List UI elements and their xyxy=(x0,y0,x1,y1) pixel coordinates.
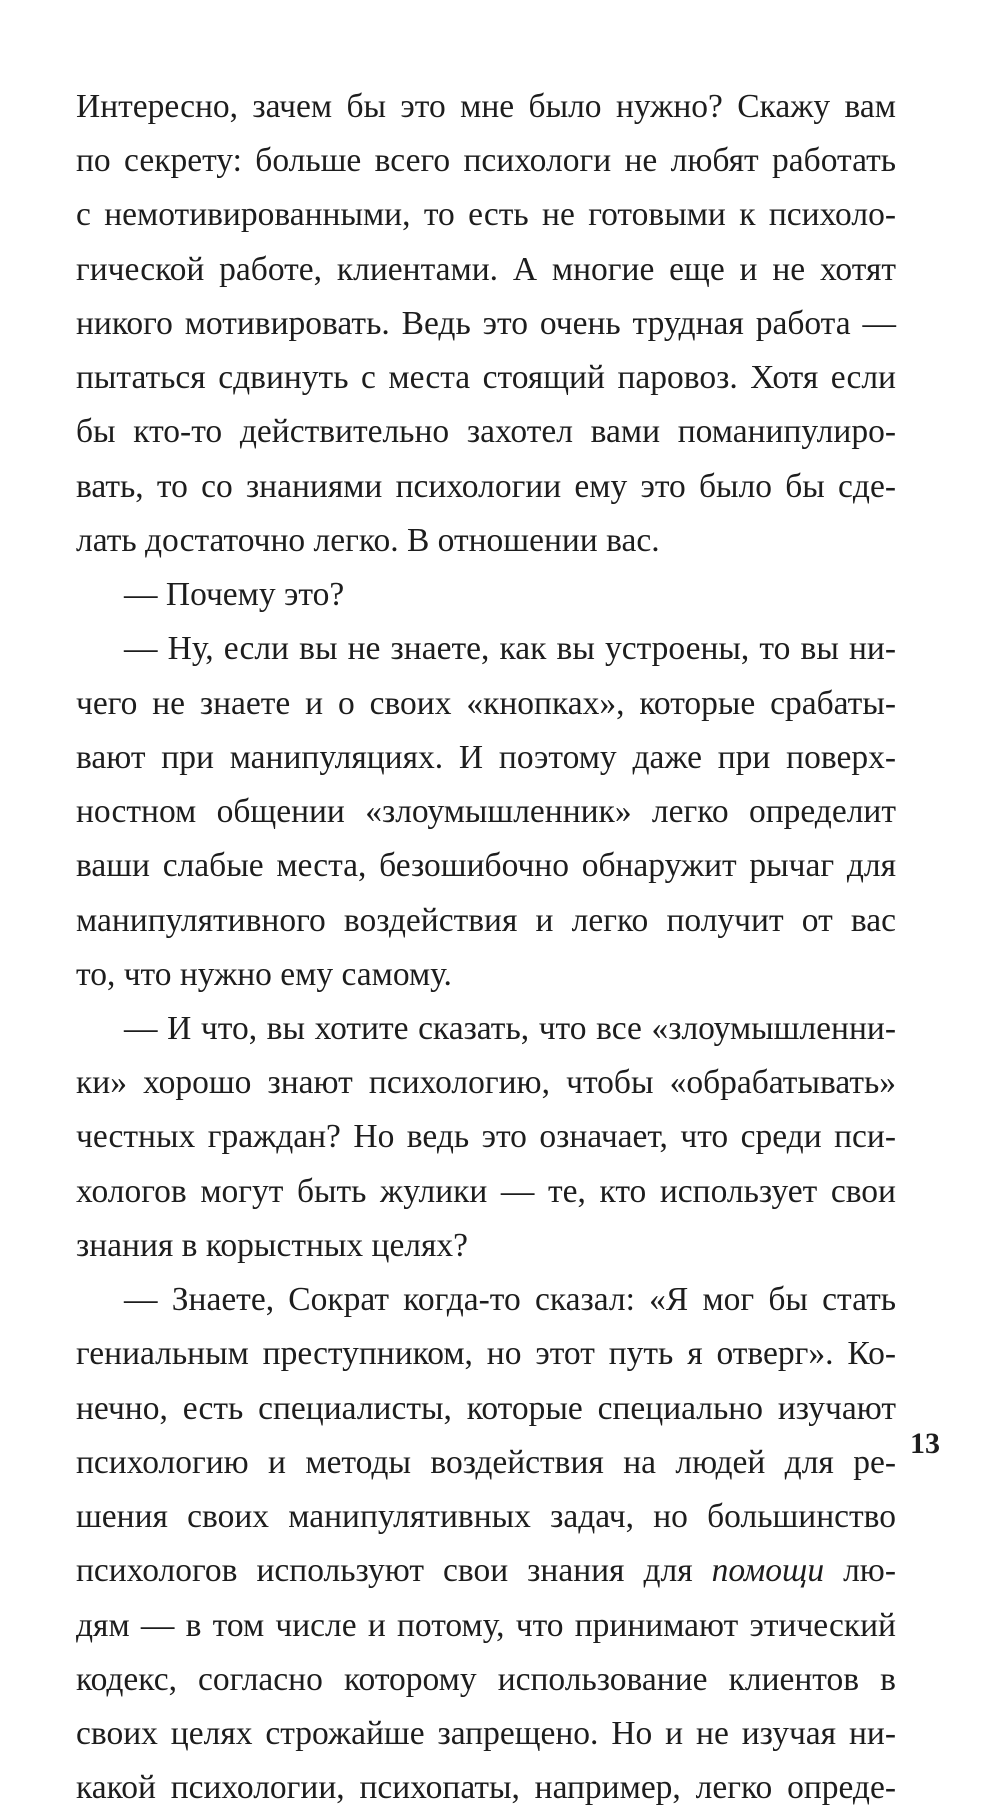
text-line xyxy=(76,839,896,893)
line-text: — Ну, если вы не знаете, как вы устроены, то вы ни- xyxy=(124,630,896,668)
line-text: кодекс, согласно которому использование клиентов в xyxy=(76,1660,896,1698)
text-line xyxy=(76,622,896,676)
text-line xyxy=(76,134,896,188)
text-line xyxy=(76,297,896,351)
text-line xyxy=(76,405,896,459)
line-text: — Знаете, Сократ когда-то сказал: «Я мог бы стать xyxy=(124,1281,896,1319)
emphasis-text: помощи xyxy=(711,1552,825,1590)
text-line xyxy=(76,1110,896,1164)
line-text: вают при манипуляциях. И поэтому даже при поверх- xyxy=(76,738,896,776)
text-line xyxy=(76,1327,896,1381)
line-text: манипулятивного воздействия и легко получит от вас xyxy=(76,901,896,939)
text-line xyxy=(76,514,896,568)
text-line xyxy=(76,894,896,948)
text-line xyxy=(76,1273,896,1327)
text-line xyxy=(76,677,896,731)
text-line xyxy=(76,351,896,405)
text-line xyxy=(76,568,896,622)
line-text: психологов используют свои знания для xyxy=(76,1552,712,1590)
line-text: знания в корыстных целях? xyxy=(76,1226,469,1264)
line-text: честных граждан? Но ведь это означает, что среди пси- xyxy=(76,1118,896,1156)
text-line xyxy=(76,948,896,1002)
line-text: гениальным преступником, но этот путь я отверг». Ко- xyxy=(76,1335,896,1373)
text-line xyxy=(76,731,896,785)
text-line xyxy=(76,1165,896,1219)
line-text: с немотивированными, то есть не готовыми к психоло- xyxy=(76,196,896,234)
line-text: пытаться сдвинуть с места стоящий паровоз. Хотя если xyxy=(76,359,896,397)
line-text: — Почему это? xyxy=(124,576,345,614)
text-line xyxy=(76,1490,896,1544)
text-line xyxy=(76,785,896,839)
line-text: гической работе, клиентами. А многие еще и не хотят xyxy=(76,250,896,288)
text-line xyxy=(76,1599,896,1653)
page-number: 13 xyxy=(910,1427,940,1460)
line-text: своих целях строжайше запрещено. Но и не изучая ни- xyxy=(76,1715,896,1753)
text-line xyxy=(76,1056,896,1110)
line-text: никого мотивировать. Ведь это очень трудная работа — xyxy=(76,304,896,342)
body-text xyxy=(76,80,896,1816)
line-text: Интересно, зачем бы это мне было нужно? Скажу вам xyxy=(76,88,896,125)
text-line xyxy=(76,1002,896,1056)
line-text: лю- xyxy=(824,1552,896,1590)
text-line xyxy=(76,1761,896,1815)
text-line xyxy=(76,243,896,297)
line-text: ваши слабые места, безошибочно обнаружит рычаг для xyxy=(76,847,896,885)
text-line xyxy=(76,1544,896,1598)
line-text: лать достаточно легко. В отношении вас. xyxy=(76,521,660,559)
line-text: дям — в том числе и потому, что принимают этический xyxy=(76,1606,896,1644)
text-line xyxy=(76,1436,896,1490)
line-text: вать, то со знаниями психологии ему это было бы сде- xyxy=(76,467,896,505)
text-line xyxy=(76,1707,896,1761)
line-text: — И что, вы хотите сказать, что все «злоумышленни- xyxy=(124,1009,896,1047)
line-text: по секрету: больше всего психологи не любят работать xyxy=(76,142,896,180)
text-line xyxy=(76,1219,896,1273)
text-line xyxy=(76,80,896,134)
text-line xyxy=(76,1382,896,1436)
line-text: какой психологии, психопаты, например, легко опреде- xyxy=(76,1769,896,1807)
line-text: бы кто-то действительно захотел вами поманипулиро- xyxy=(76,413,896,451)
text-line xyxy=(76,460,896,514)
line-text: чего не знаете и о своих «кнопках», которые срабаты- xyxy=(76,684,896,722)
text-line xyxy=(76,1653,896,1707)
line-text: то, что нужно ему самому. xyxy=(76,955,452,993)
text-line xyxy=(76,188,896,242)
line-text: хологов могут быть жулики — те, кто использует свои xyxy=(76,1172,896,1210)
line-text: шения своих манипулятивных задач, но большинство xyxy=(76,1498,896,1536)
line-text: психологию и методы воздействия на людей для ре- xyxy=(76,1443,896,1481)
line-text: ки» хорошо знают психологию, чтобы «обрабатывать» xyxy=(76,1064,896,1102)
line-text: нечно, есть специалисты, которые специально изучают xyxy=(76,1389,896,1427)
line-text: ностном общении «злоумышленник» легко определит xyxy=(76,793,896,831)
